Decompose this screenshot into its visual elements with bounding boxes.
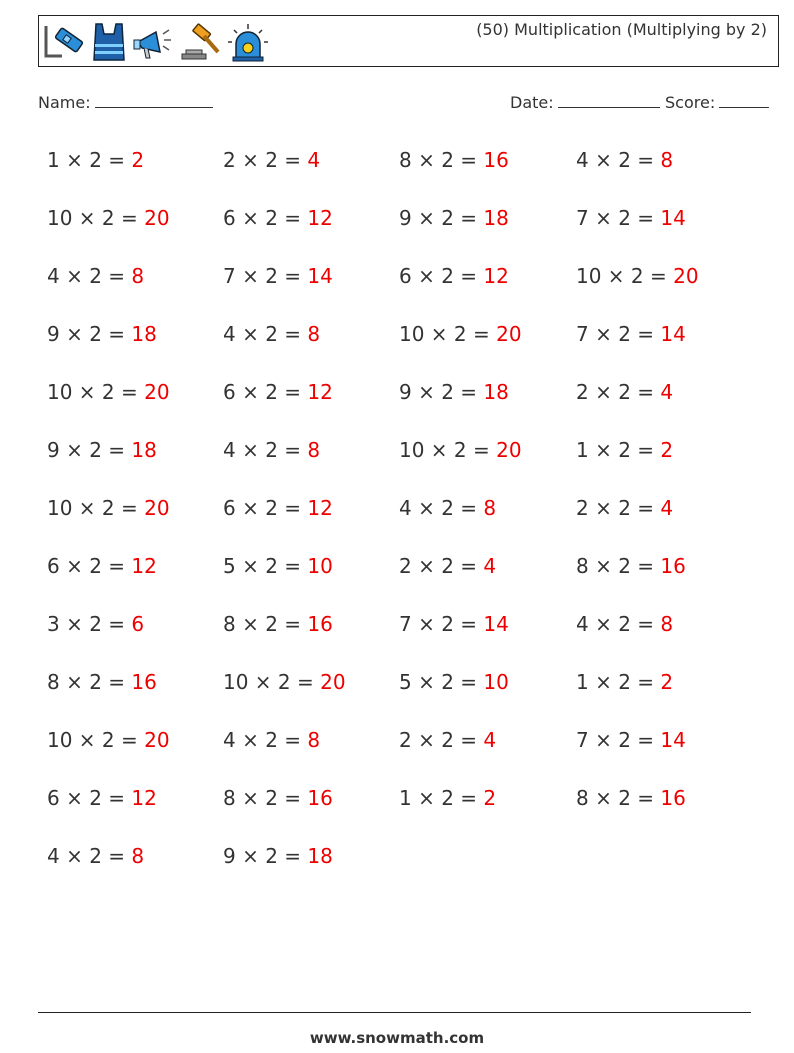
date-label: Date: [510,93,554,112]
problem-item [576,786,686,810]
problem-item [223,844,333,868]
problem-question: 8 × 2 = [399,148,478,172]
problem-answer: 2 [483,786,497,810]
problem-answer: 14 [660,206,686,230]
problem-question: 7 × 2 = [576,728,655,752]
worksheet-header [38,15,779,67]
problem-question: 1 × 2 = [399,786,478,810]
problem-answer: 14 [660,728,686,752]
problem-item [223,438,320,462]
problem-answer: 20 [496,438,522,462]
problem-answer: 2 [660,670,674,694]
problem-question: 1 × 2 = [47,148,126,172]
problem-question: 8 × 2 = [576,786,655,810]
problem-question: 1 × 2 = [576,438,655,462]
problem-question: 6 × 2 = [223,496,302,520]
problem-answer: 16 [660,786,686,810]
problem-question: 8 × 2 = [223,786,302,810]
problem-answer: 20 [496,322,522,346]
footer-divider [38,1012,751,1013]
problem-answer: 12 [307,496,333,520]
problem-item [576,496,673,520]
problem-question: 2 × 2 = [576,496,655,520]
problem-question: 2 × 2 = [576,380,655,404]
problem-answer: 10 [307,554,333,578]
problem-item [47,322,157,346]
problem-answer: 12 [483,264,509,288]
problem-answer: 16 [131,670,157,694]
problem-answer: 8 [131,844,145,868]
problem-item [223,380,333,404]
problem-answer: 10 [483,670,509,694]
problem-item [576,322,686,346]
problem-answer: 14 [483,612,509,636]
problem-answer: 6 [131,612,145,636]
problem-item [399,786,496,810]
problem-question: 7 × 2 = [576,206,655,230]
problem-question: 7 × 2 = [399,612,478,636]
name-field [38,93,213,112]
problem-answer: 8 [307,728,321,752]
problem-answer: 14 [307,264,333,288]
problem-answer: 16 [660,554,686,578]
problem-item [576,670,673,694]
problem-item [576,612,673,636]
problem-answer: 20 [673,264,699,288]
problem-item [47,612,144,636]
problem-question: 4 × 2 = [47,844,126,868]
safety-vest-icon [90,20,128,64]
problem-question: 4 × 2 = [223,728,302,752]
problem-item [47,728,170,752]
problem-answer: 20 [320,670,346,694]
problem-answer: 12 [131,554,157,578]
problem-question: 6 × 2 = [223,380,302,404]
problem-item [47,380,170,404]
problem-answer: 16 [307,786,333,810]
problem-answer: 8 [307,322,321,346]
problem-item [399,322,522,346]
problem-answer: 14 [660,322,686,346]
problem-answer: 18 [131,438,157,462]
problem-answer: 12 [307,380,333,404]
problem-question: 10 × 2 = [399,322,490,346]
problem-question: 6 × 2 = [399,264,478,288]
problem-answer: 8 [660,148,674,172]
problem-question: 7 × 2 = [576,322,655,346]
problem-item [399,612,509,636]
problem-question: 10 × 2 = [223,670,314,694]
problem-answer: 8 [660,612,674,636]
problem-question: 8 × 2 = [223,612,302,636]
problem-question: 9 × 2 = [399,206,478,230]
problem-item [399,380,509,404]
problem-item [576,438,673,462]
problem-item [223,264,333,288]
problem-item [399,148,509,172]
problem-item [47,844,144,868]
problem-answer: 20 [144,206,170,230]
problem-question: 5 × 2 = [223,554,302,578]
worksheet-title: (50) Multiplication (Multiplying by 2) [476,20,767,39]
problem-question: 1 × 2 = [576,670,655,694]
problem-answer: 4 [307,148,321,172]
problem-question: 4 × 2 = [47,264,126,288]
name-line[interactable] [95,93,213,108]
problem-question: 8 × 2 = [576,554,655,578]
problem-question: 9 × 2 = [399,380,478,404]
problem-answer: 12 [307,206,333,230]
problem-question: 6 × 2 = [47,554,126,578]
problem-question: 2 × 2 = [399,554,478,578]
problem-answer: 8 [131,264,145,288]
problem-question: 2 × 2 = [399,728,478,752]
problem-question: 4 × 2 = [223,438,302,462]
problem-answer: 4 [660,496,674,520]
problem-item [399,496,496,520]
problem-item [223,322,320,346]
problem-answer: 20 [144,380,170,404]
problem-item [47,438,157,462]
problem-item [223,786,333,810]
problem-answer: 18 [131,322,157,346]
problem-question: 4 × 2 = [399,496,478,520]
problem-answer: 18 [307,844,333,868]
date-line[interactable] [558,93,660,108]
problem-question: 4 × 2 = [576,612,655,636]
problem-answer: 20 [144,728,170,752]
problem-item [399,264,509,288]
problem-question: 10 × 2 = [47,728,138,752]
problem-question: 2 × 2 = [223,148,302,172]
problem-item [223,206,333,230]
problem-item [576,554,686,578]
megaphone-icon [132,20,174,64]
problem-item [47,554,157,578]
header-icons [42,19,270,65]
problem-question: 9 × 2 = [223,844,302,868]
problem-answer: 2 [660,438,674,462]
problem-item [399,728,496,752]
problem-answer: 16 [483,148,509,172]
problem-question: 10 × 2 = [47,206,138,230]
problem-question: 10 × 2 = [576,264,667,288]
problem-question: 9 × 2 = [47,322,126,346]
problem-question: 4 × 2 = [223,322,302,346]
problem-item [47,206,170,230]
problem-answer: 12 [131,786,157,810]
problem-item [576,206,686,230]
problem-question: 10 × 2 = [47,496,138,520]
problem-question: 5 × 2 = [399,670,478,694]
problem-item [399,670,509,694]
problem-item [47,148,144,172]
problem-answer: 18 [483,380,509,404]
problem-item [399,438,522,462]
problem-item [47,496,170,520]
problem-item [223,612,333,636]
problem-item [47,670,157,694]
problem-answer: 16 [307,612,333,636]
footer-site: www.snowmath.com [309,1029,485,1047]
problem-item [576,380,673,404]
problem-answer: 8 [483,496,497,520]
problem-answer: 20 [144,496,170,520]
score-label: Score: [665,93,716,112]
problem-question: 9 × 2 = [47,438,126,462]
problem-question: 10 × 2 = [399,438,490,462]
score-field [665,93,769,112]
problem-item [576,264,699,288]
hammer-icon [178,20,222,64]
problem-answer: 4 [483,728,497,752]
problem-item [223,496,333,520]
problem-item [399,554,496,578]
problem-answer: 4 [483,554,497,578]
problem-item [47,786,157,810]
problem-item [576,148,673,172]
problem-answer: 8 [307,438,321,462]
score-line[interactable] [719,93,769,108]
problem-item [223,670,346,694]
problem-item [47,264,144,288]
problem-question: 3 × 2 = [47,612,126,636]
problem-item [223,148,320,172]
problem-answer: 4 [660,380,674,404]
problem-item [399,206,509,230]
problem-answer: 18 [483,206,509,230]
problem-answer: 2 [131,148,145,172]
problem-question: 6 × 2 = [47,786,126,810]
problem-item [223,728,320,752]
problem-item [223,554,333,578]
siren-icon [226,20,270,64]
problem-question: 6 × 2 = [223,206,302,230]
problem-question: 10 × 2 = [47,380,138,404]
problem-item [576,728,686,752]
problem-question: 7 × 2 = [223,264,302,288]
problem-question: 8 × 2 = [47,670,126,694]
name-label: Name: [38,93,91,112]
problem-question: 4 × 2 = [576,148,655,172]
date-field [510,93,660,112]
level-tool-icon [42,20,86,64]
